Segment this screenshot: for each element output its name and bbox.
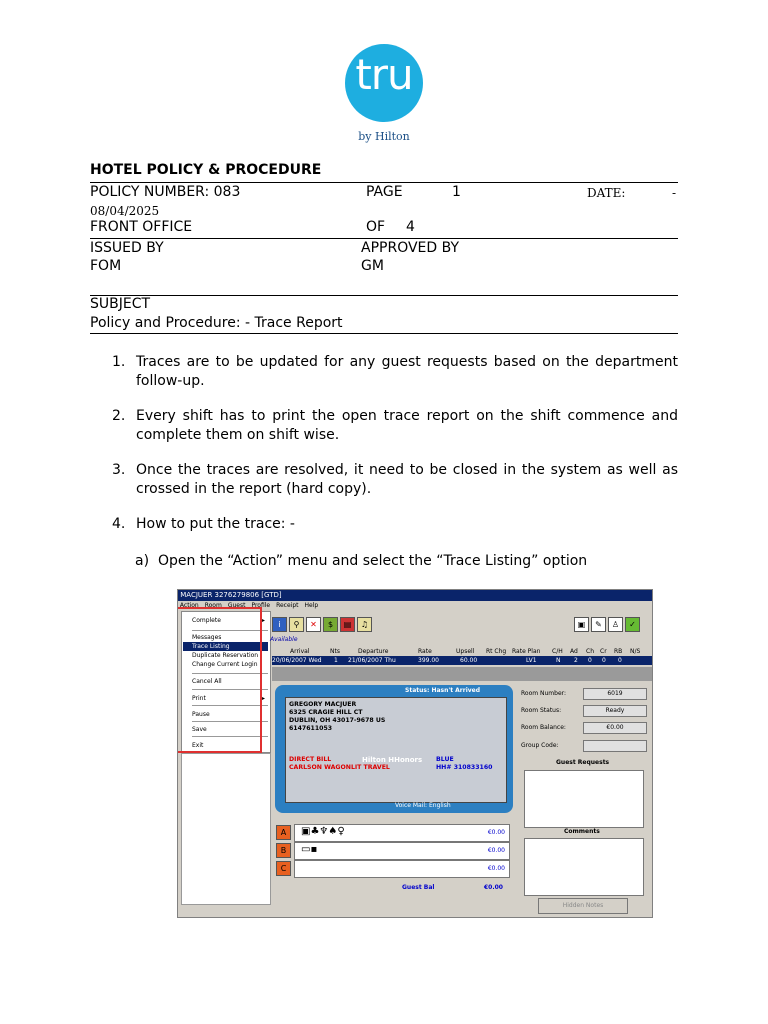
cell-departure: 21/06/2007 Thu	[348, 657, 396, 664]
folio-row[interactable]	[294, 842, 510, 860]
menu-room[interactable]: Room	[204, 602, 222, 609]
folio-amount: €0.00	[487, 829, 505, 836]
issued-value: FOM	[90, 258, 122, 274]
logo-brand: tru	[355, 50, 413, 99]
folio-amount: €0.00	[487, 865, 505, 872]
room-status-field: Ready	[583, 705, 647, 717]
department: FRONT OFFICE	[90, 219, 193, 235]
cell-rb: 0	[618, 657, 622, 664]
col-header: Departure	[358, 648, 389, 655]
room-balance-field: €0.00	[583, 722, 647, 734]
group-code-label: Group Code:	[521, 742, 559, 749]
approved-value: GM	[361, 258, 384, 274]
list-item-number: 3.	[112, 462, 126, 478]
folio-amount: €0.00	[487, 847, 505, 854]
col-header: Rt Chg	[486, 648, 507, 655]
check-icon[interactable]: ✓	[625, 617, 640, 632]
menu-item-complete[interactable]: Complete	[192, 617, 221, 624]
doc-title: HOTEL POLICY & PROCEDURE	[90, 162, 322, 178]
col-header: Rate	[418, 648, 432, 655]
of-num: 4	[406, 219, 415, 235]
cell-chd: 0	[588, 657, 592, 664]
col-header: Rate Plan	[512, 648, 541, 655]
folio-icon[interactable]: $	[323, 617, 338, 632]
guest-card-body	[285, 697, 507, 803]
list-item-text: Traces are to be updated for any guest requests based on the department follow-up.	[136, 354, 678, 389]
menu-item-cancel-all[interactable]: Cancel All	[192, 678, 222, 685]
list-item-number: 4.	[112, 516, 126, 532]
billing-line-2: CARLSON WAGONLIT TRAVEL	[289, 764, 390, 771]
page-num: 1	[452, 184, 461, 200]
cell-rate: 399.00	[418, 657, 439, 664]
menu-item-messages[interactable]: Messages	[192, 634, 222, 641]
highlight-box	[177, 607, 262, 753]
list-item-number: 2.	[112, 408, 126, 424]
billing-line-1: DIRECT BILL	[289, 756, 332, 763]
submenu-arrow-icon: ▸	[262, 695, 266, 702]
col-header: Cr	[600, 648, 607, 655]
list-item-text: How to put the trace: -	[136, 516, 295, 532]
cell-upsell: 60.00	[460, 657, 478, 664]
group-code-field[interactable]	[583, 740, 647, 752]
col-header: Upsell	[456, 648, 475, 655]
room-number-label: Room Number:	[521, 690, 567, 697]
save-icon[interactable]: ▣	[574, 617, 589, 632]
user-icon[interactable]: ♙	[608, 617, 623, 632]
sub-item-text: Open the “Action” menu and select the “Trace Listing” option	[158, 553, 588, 569]
page-label: PAGE	[366, 184, 403, 200]
date-label: DATE:	[587, 186, 626, 200]
delete-icon[interactable]: ✕	[306, 617, 321, 632]
room-balance-label: Room Balance:	[521, 724, 566, 731]
pms-screenshot	[177, 589, 653, 918]
tier-label: BLUE	[436, 756, 454, 763]
rule	[90, 182, 678, 183]
date-value: 08/04/2025	[90, 204, 160, 218]
service-icons: ▣♣♆♠♀	[301, 826, 345, 837]
list-item-text: Every shift has to print the open trace report on the shift commence and complete them on shift wise.	[136, 408, 678, 443]
col-header: Nts	[330, 648, 340, 655]
date-dash: -	[672, 186, 677, 200]
folio-a-icon[interactable]: A	[276, 825, 291, 840]
guest-address-1: 6325 CRAGIE HILL CT	[289, 709, 363, 716]
guest-address-2: DUBLIN, OH 43017-9678 US	[289, 717, 386, 724]
rule	[90, 295, 678, 296]
guest-name: GREGORY MACJUER	[289, 701, 357, 708]
rule	[90, 238, 678, 239]
reservation-grid	[272, 648, 652, 666]
folio-icons: ▭▪	[301, 844, 318, 855]
comments-box[interactable]	[524, 838, 644, 896]
sub-item-letter: a)	[135, 553, 150, 569]
approved-label: APPROVED BY	[361, 240, 460, 256]
folio-b-icon[interactable]: B	[276, 843, 291, 858]
info-icon[interactable]: i	[272, 617, 287, 632]
menu-profile[interactable]: Profile	[251, 602, 271, 609]
window-title: MACJUER 3276279806 [GTD]	[180, 591, 282, 599]
guest-phone: 6147611053	[289, 725, 333, 732]
cell-nts: 1	[334, 657, 338, 664]
menu-item-duplicate-reservation[interactable]: Duplicate Reservation	[192, 652, 259, 659]
folio-row[interactable]	[294, 860, 510, 878]
guest-bal-label: Guest Bal	[402, 884, 435, 891]
subject-label: SUBJECT	[90, 296, 151, 312]
grid-empty-area	[272, 667, 652, 681]
col-header: N/S	[630, 648, 641, 655]
folio-c-icon[interactable]: C	[276, 861, 291, 876]
card-icon[interactable]: ▤	[340, 617, 355, 632]
hidden-notes-button[interactable]: Hidden Notes	[538, 898, 628, 914]
hhonors-logo: Hilton HHonors	[362, 756, 423, 764]
hhonors-number: HH# 310833160	[436, 764, 493, 771]
col-header: RB	[614, 648, 623, 655]
cell-rate-plan: LV1	[526, 657, 537, 664]
submenu-arrow-icon: ▸	[262, 617, 266, 624]
comments-heading: Comments	[564, 828, 600, 835]
list-item-text: Once the traces are resolved, it need to be closed in the system as well as crossed in the report (hard copy).	[136, 462, 678, 497]
guest-requests-box[interactable]	[524, 770, 644, 828]
guest-bal-value: €0.00	[484, 884, 503, 891]
col-header: C/H	[552, 648, 563, 655]
logo-sub: by Hilton	[358, 130, 410, 143]
menu-help[interactable]: Help	[304, 602, 319, 609]
room-number-field: 6019	[583, 688, 647, 700]
col-header: Ad	[570, 648, 578, 655]
cell-ad: 2	[574, 657, 578, 664]
folio-row[interactable]	[294, 824, 510, 842]
menu-item-pause[interactable]: Pause	[192, 711, 210, 718]
window-titlebar	[178, 590, 652, 601]
menu-guest[interactable]: Guest	[227, 602, 246, 609]
available-label: Available	[270, 636, 298, 643]
menu-item-print[interactable]: Print	[192, 695, 206, 702]
menu-item-exit[interactable]: Exit	[192, 742, 204, 749]
list-item-number: 1.	[112, 354, 126, 370]
policy-number: POLICY NUMBER: 083	[90, 184, 241, 200]
guest-requests-heading: Guest Requests	[556, 759, 610, 766]
menu-item-save[interactable]: Save	[192, 726, 207, 733]
cell-arrival: 20/06/2007 Wed	[272, 657, 322, 664]
menu-receipt[interactable]: Receipt	[276, 602, 299, 609]
cell-ch: N	[556, 657, 561, 664]
issued-label: ISSUED BY	[90, 240, 164, 256]
cell-cr: 0	[602, 657, 606, 664]
tools-icon[interactable]: ✎	[591, 617, 606, 632]
menu-item-trace-listing[interactable]: Trace Listing	[183, 642, 268, 651]
menu-item-change-login[interactable]: Change Current Login	[192, 661, 258, 668]
status-badge: Status: Hasn't Arrived	[405, 687, 481, 694]
col-header: Arrival	[290, 648, 310, 655]
of-label: OF	[366, 219, 386, 235]
voice-mail: Voice Mail: English	[395, 802, 451, 809]
left-pane	[181, 753, 271, 905]
guest-card	[275, 685, 513, 813]
col-header: Ch	[586, 648, 594, 655]
table-row[interactable]	[272, 656, 652, 665]
search-icon[interactable]: ⚲	[289, 617, 304, 632]
subject-value: Policy and Procedure: - Trace Report	[90, 315, 343, 331]
bell-icon[interactable]: ♫	[357, 617, 372, 632]
room-status-label: Room Status:	[521, 707, 562, 714]
menu-action[interactable]: Action	[179, 602, 199, 609]
rule	[90, 333, 678, 334]
